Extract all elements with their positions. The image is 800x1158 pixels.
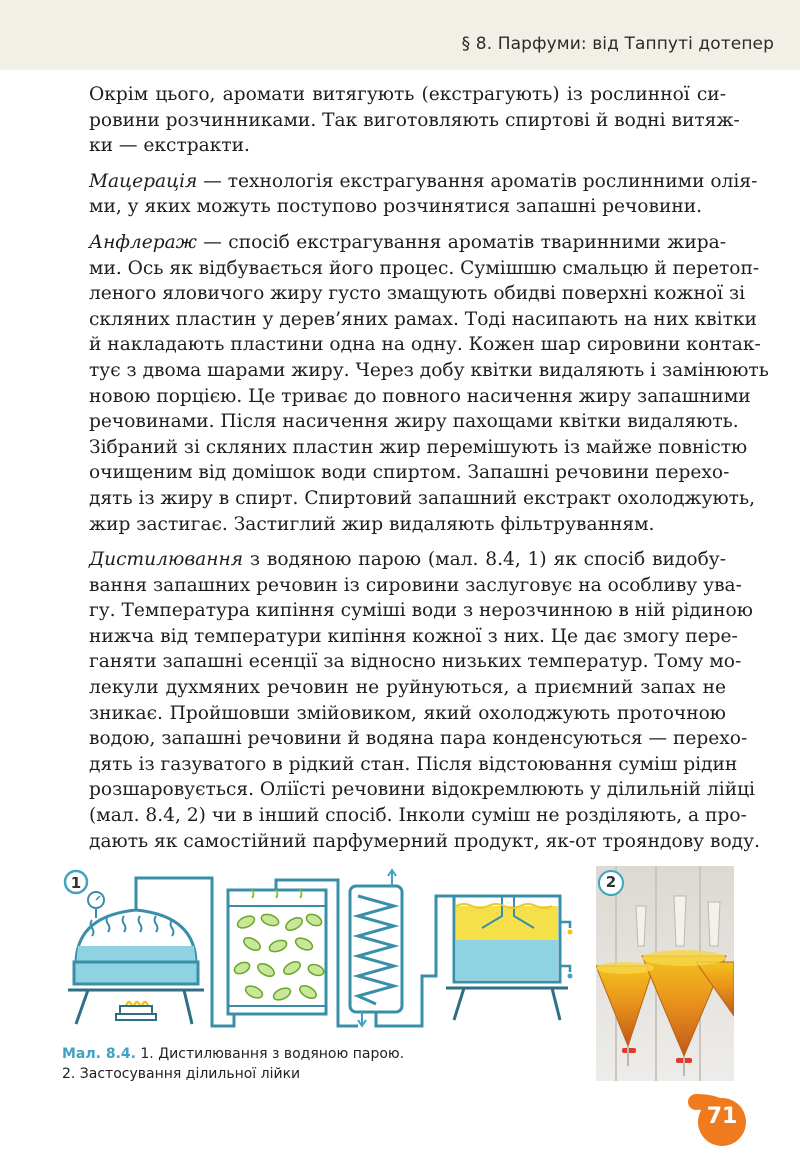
text-line: ки — екстракти.	[89, 135, 250, 157]
separatory-funnel-illustration	[596, 866, 734, 1081]
text-line	[89, 547, 726, 573]
text-line: жир застигає. Застиглий жир видаляють фільтруванням.	[89, 513, 655, 535]
caption-label: Мал. 8.4.	[62, 1046, 136, 1062]
text-line: тує з двома шарами жиру. Через добу квітки видаляють і замінюють	[89, 359, 769, 381]
text-line: ганяти запашні есенції за відносно низьких температур. Тому мо-	[89, 651, 742, 673]
text-line: зникає. Пройшовши змійовиком, який охолоджують проточною	[89, 702, 726, 724]
distillation-diagram	[62, 866, 602, 1046]
text-line: ровини розчинниками. Так виготовляють спиртові й водні витяж-	[89, 109, 740, 131]
burner-flame-icon	[116, 1002, 156, 1020]
text-line: ми. Ось як відбувається його процес. Сумішшю смальцю й перетоп-	[89, 257, 760, 279]
text-line: Окрім цього, аромати витягують (екстрагують) із рослинної си-	[89, 84, 726, 105]
text-line: речовинами. Після насичення жиру пахощами квітки видаляють.	[89, 411, 739, 433]
term-maceration: Мацерація	[89, 170, 198, 192]
text-line	[89, 169, 758, 195]
text-line: й накладають пластини одна на одну. Кожен шар сировини контак-	[89, 334, 761, 356]
distillation-diagram-svg	[62, 866, 602, 1046]
caption-text-1: 1. Дистилювання з водяною парою.	[135, 1046, 405, 1062]
pressure-gauge-icon	[88, 892, 104, 918]
caption-line-1	[62, 1044, 582, 1064]
separator-stand	[446, 988, 568, 1020]
text-line: дять із жиру в спирт. Спиртовий запашний екстракт охолоджують,	[89, 487, 755, 509]
paragraph-extraction	[89, 82, 740, 159]
text-line: очищеним від домішок води спиртом. Запашні речовини перехо-	[89, 462, 730, 484]
figure-marker-2: 2	[598, 870, 624, 896]
text-line: дять із газуватого в рідкий стан. Після відстоювання суміш рідин	[89, 753, 738, 775]
term-enfleurage: Анфлераж	[89, 231, 197, 253]
text-fragment: з водяною парою (мал. 8.4, 1) як спосіб видобу-	[243, 549, 726, 571]
text-line: лекули духмяних речовин не руйнуються, а приємний запах не	[89, 677, 726, 699]
section-title: § 8. Парфуми: від Таппуті дотепер	[461, 34, 774, 54]
figure-marker-1	[65, 871, 87, 893]
separatory-funnel-photo	[596, 866, 734, 1081]
text-fragment: — спосіб екстрагування ароматів тваринними жира-	[196, 231, 726, 253]
text-line: водою, запашні речовини й водяна пара конденсуються — перехо-	[89, 728, 748, 750]
text-fragment: — технологія екстрагування ароматів рослинними олія-	[197, 170, 758, 192]
coil-condenser	[350, 870, 402, 1026]
page-header	[0, 0, 800, 70]
page-number: 71	[706, 1104, 738, 1129]
boiler-vessel	[74, 910, 198, 984]
term-distillation: Дистилювання	[89, 549, 244, 571]
text-line: дають як самостійний парфумерний продукт, як-от трояндову воду.	[89, 830, 760, 852]
text-line: Зібраний зі скляних пластин жир перемішують із майже повністю	[89, 436, 748, 458]
text-line: розшаровується. Оліїсті речовини відокремлюють у ділильній лійці	[89, 779, 755, 801]
figure-caption	[62, 1044, 582, 1084]
text-line	[89, 230, 726, 256]
text-line: новою порцією. Це триває до повного насичення жиру запашними	[89, 385, 751, 407]
marker-1-label: 1	[70, 874, 82, 892]
paragraph-maceration	[89, 169, 758, 220]
separator-vessel	[454, 896, 573, 982]
caption-line-2: 2. Застосування ділильної лійки	[62, 1066, 301, 1082]
plant-material-chamber	[228, 890, 326, 1014]
body-text	[89, 82, 769, 864]
text-line: нижча від температури кипіння кожної з них. Це дає змогу пере-	[89, 625, 738, 647]
paragraph-enfleurage	[89, 230, 769, 537]
paragraph-distillation	[89, 547, 760, 854]
text-line: скляних пластин у дерев’яних рамах. Тоді насипають на них квітки	[89, 308, 757, 330]
text-line: ми, у яких можуть поступово розчинятися запашні речовини.	[89, 196, 703, 218]
text-line: гу. Температура кипіння суміші води з нерозчинною в ній рідиною	[89, 600, 753, 622]
text-line: леного яловичого жиру густо змащують обидві поверхні кожної зі	[89, 283, 746, 305]
text-line: вання запашних речовин із сировини заслуговує на особливу ува-	[89, 574, 742, 596]
text-line: (мал. 8.4, 2) чи в інший спосіб. Інколи суміш не розділяють, а про-	[89, 805, 747, 827]
